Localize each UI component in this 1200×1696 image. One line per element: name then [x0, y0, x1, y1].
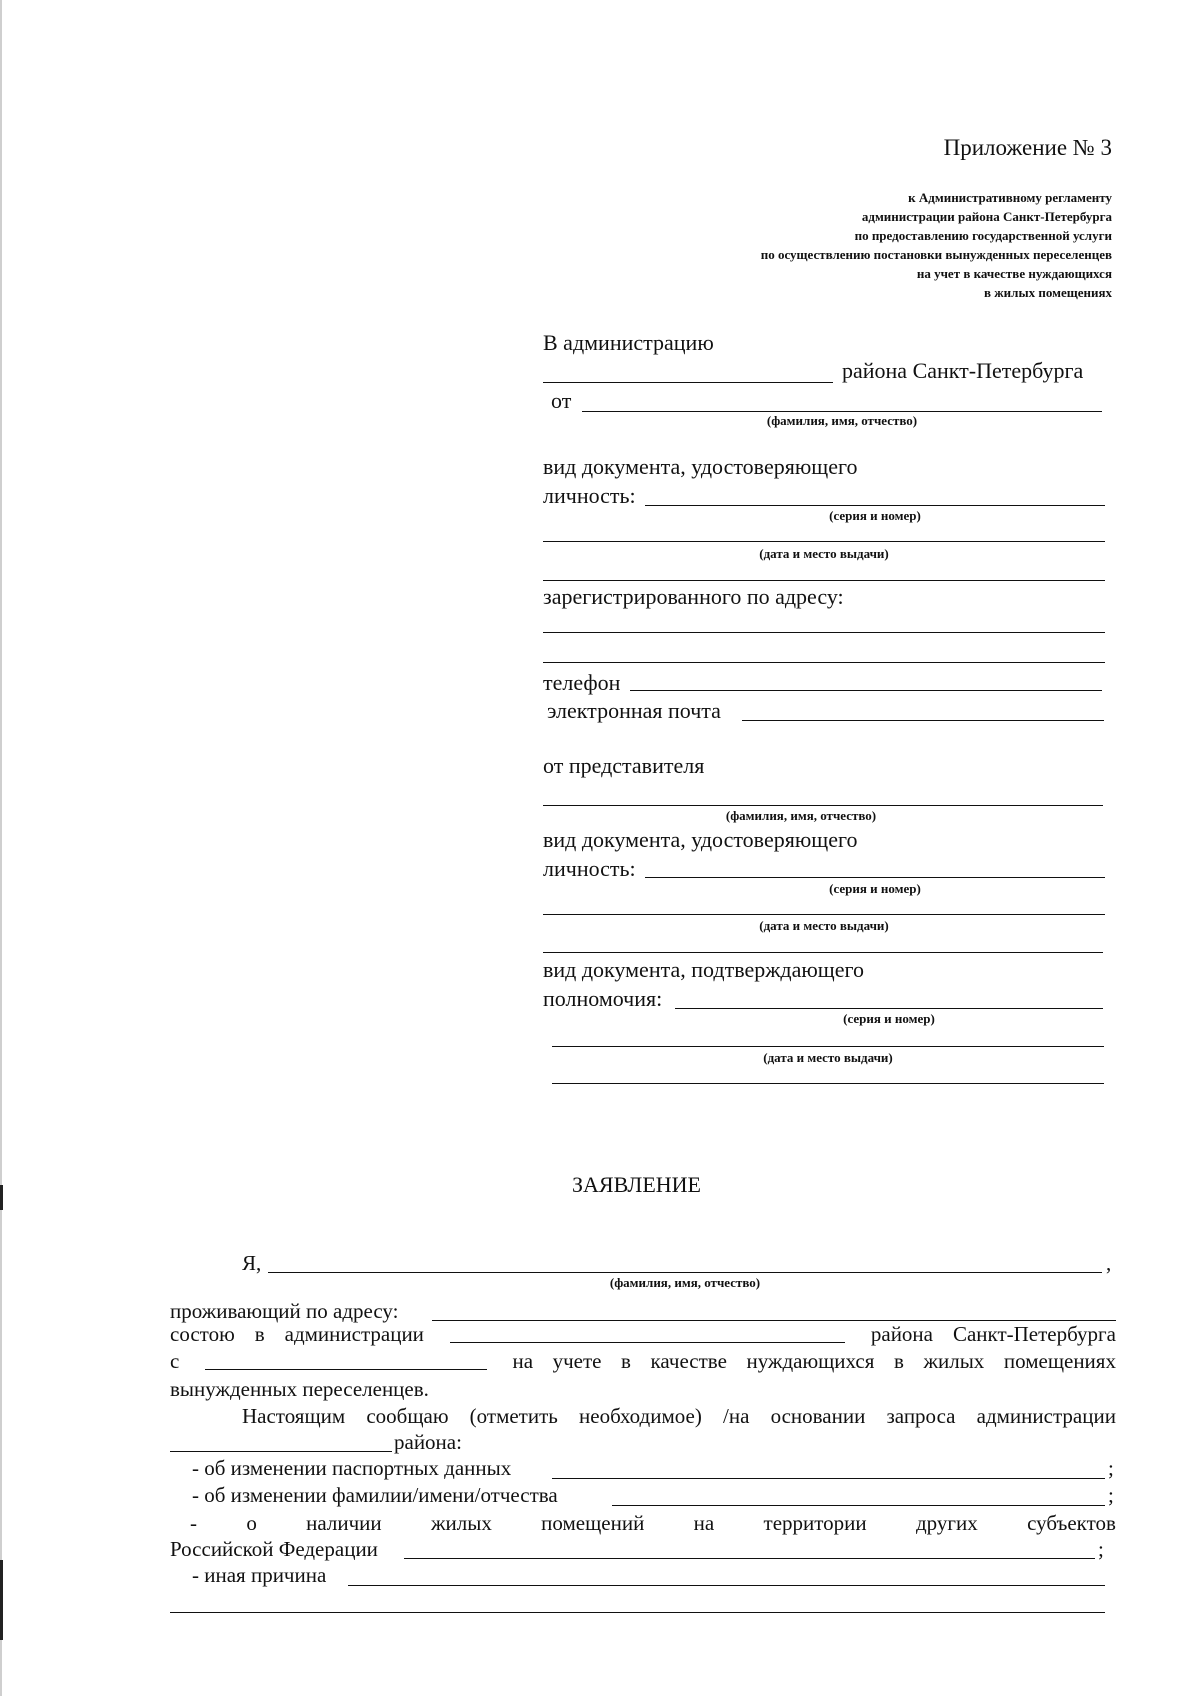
- word: -: [190, 1511, 197, 1535]
- residing-label: проживающий по адресу:: [170, 1299, 399, 1323]
- authority-series-caption: (серия и номер): [843, 1011, 935, 1026]
- word: с: [170, 1349, 180, 1373]
- from-label: от: [551, 388, 572, 413]
- rep-series-caption: (серия и номер): [829, 881, 921, 896]
- representative-label: от представителя: [543, 753, 705, 778]
- word: на: [512, 1349, 534, 1373]
- fio-caption: (фамилия, имя, отчество): [766, 413, 918, 428]
- word: о: [246, 1511, 257, 1535]
- scan-mark: [0, 1560, 3, 1640]
- word: запроса: [886, 1404, 956, 1428]
- authority-issue-field-2[interactable]: [552, 1083, 1104, 1084]
- word: территории: [763, 1511, 867, 1535]
- phone-field[interactable]: [630, 690, 1102, 691]
- semicolon: ;: [1108, 1483, 1114, 1507]
- phone-label: телефон: [543, 670, 621, 695]
- regulation-line: на учет в качестве нуждающихся: [916, 266, 1112, 281]
- word: на: [693, 1511, 715, 1535]
- word: сообщаю: [366, 1404, 449, 1428]
- i-label: Я,: [242, 1251, 262, 1275]
- word: необходимое): [579, 1404, 702, 1428]
- applicant-fio-field[interactable]: [582, 411, 1102, 412]
- rep-id-series-field[interactable]: [645, 877, 1105, 878]
- rep-id-doc-label-2: личность:: [543, 856, 636, 881]
- scan-left-edge: [0, 0, 2, 1696]
- to-administration: В администрацию: [543, 330, 714, 355]
- issue-caption: (дата и место выдачи): [759, 546, 889, 561]
- change-name-field[interactable]: [612, 1505, 1105, 1506]
- district-spb-label: района Санкт-Петербурга: [842, 358, 1084, 383]
- id-issue-field-2[interactable]: [543, 580, 1105, 581]
- regulation-line: по осуществлению постановки вынужденных переселенцев: [760, 247, 1112, 262]
- authority-doc-label: вид документа, подтверждающего: [543, 957, 864, 982]
- regulation-line: к Административному регламенту: [908, 190, 1112, 205]
- word: качестве: [650, 1349, 727, 1373]
- regulation-line: в жилых помещениях: [983, 285, 1112, 300]
- rep-id-doc-label: вид документа, удостоверяющего: [543, 827, 858, 852]
- other-reason-field[interactable]: [348, 1585, 1105, 1586]
- word: /на: [723, 1404, 750, 1428]
- change-name-label: - об изменении фамилии/имени/отчества: [192, 1483, 558, 1507]
- rf-housing-field[interactable]: [404, 1558, 1095, 1559]
- semicolon: ;: [1108, 1456, 1114, 1480]
- word: администрации: [284, 1322, 424, 1346]
- word: в: [893, 1349, 904, 1373]
- word: состою: [170, 1322, 235, 1346]
- notify-row: [242, 1403, 1116, 1429]
- word: (отметить: [469, 1404, 558, 1428]
- declarant-fio-field[interactable]: [268, 1272, 1102, 1273]
- registered-address-field-2[interactable]: [543, 662, 1105, 663]
- district-colon-label: района:: [394, 1430, 462, 1454]
- word: учете: [552, 1349, 602, 1373]
- word: в: [621, 1349, 631, 1373]
- word: помещений: [541, 1511, 645, 1535]
- rep-issue-caption: (дата и место выдачи): [759, 918, 889, 933]
- change-passport-label: - об изменении паспортных данных: [192, 1456, 512, 1480]
- authority-doc-label-2: полномочия:: [543, 986, 663, 1011]
- semicolon: ;: [1098, 1537, 1104, 1561]
- word: других: [915, 1511, 978, 1535]
- ifp-label: вынужденных переселенцев.: [170, 1377, 429, 1401]
- id-doc-label: вид документа, удостоверяющего: [543, 454, 858, 479]
- word: жилых: [923, 1349, 985, 1373]
- district-short-field[interactable]: [170, 1451, 392, 1452]
- word: администрации: [976, 1404, 1116, 1428]
- authority-issue-field[interactable]: [552, 1046, 1104, 1047]
- change-passport-field[interactable]: [552, 1478, 1105, 1479]
- word: Санкт-Петербурга: [952, 1322, 1116, 1346]
- word: жилых: [430, 1511, 492, 1535]
- district-name-field[interactable]: [543, 382, 833, 383]
- since-date-field[interactable]: [205, 1349, 487, 1370]
- rf-label: Российской Федерации: [170, 1537, 378, 1561]
- series-caption: (серия и номер): [829, 508, 921, 523]
- appendix-number: Приложение № 3: [943, 135, 1112, 160]
- word: нуждающихся: [746, 1349, 875, 1373]
- comma: ,: [1106, 1251, 1112, 1275]
- word: в: [254, 1322, 265, 1346]
- email-field[interactable]: [742, 720, 1104, 721]
- administration-field[interactable]: [450, 1322, 845, 1343]
- registered-address-field[interactable]: [543, 632, 1105, 633]
- id-issue-field[interactable]: [543, 541, 1105, 542]
- other-reason-label: - иная причина: [192, 1563, 327, 1587]
- id-doc-label-2: личность:: [543, 483, 636, 508]
- id-series-field[interactable]: [645, 505, 1105, 506]
- statement-title: ЗАЯВЛЕНИЕ: [572, 1172, 701, 1197]
- word: субъектов: [1027, 1511, 1116, 1535]
- email-label: электронная почта: [547, 698, 721, 723]
- declarant-fio-caption: (фамилия, имя, отчество): [609, 1275, 761, 1290]
- word: основании: [770, 1404, 866, 1428]
- authority-issue-caption: (дата и место выдачи): [763, 1050, 893, 1065]
- registered-address-label: зарегистрированного по адресу:: [543, 584, 844, 609]
- scan-mark: [0, 1185, 3, 1210]
- authority-series-field[interactable]: [675, 1008, 1103, 1009]
- rep-id-issue-field[interactable]: [543, 914, 1105, 915]
- consist-row: [170, 1321, 1116, 1347]
- regulation-line: по предоставлению государственной услуги: [854, 228, 1112, 243]
- regulation-reference: [761, 188, 1112, 302]
- word: наличии: [306, 1511, 382, 1535]
- since-row: [170, 1348, 1116, 1374]
- other-reason-field-2[interactable]: [170, 1612, 1105, 1613]
- word: района: [870, 1322, 933, 1346]
- representative-fio-caption: (фамилия, имя, отчество): [725, 808, 877, 823]
- word: Настоящим: [242, 1404, 346, 1428]
- representative-fio-field[interactable]: [543, 805, 1103, 806]
- word: помещениях: [1003, 1349, 1116, 1373]
- rep-id-issue-field-2[interactable]: [543, 952, 1103, 953]
- housing-row: [170, 1510, 1116, 1536]
- regulation-line: администрации района Санкт-Петербурга: [861, 209, 1112, 224]
